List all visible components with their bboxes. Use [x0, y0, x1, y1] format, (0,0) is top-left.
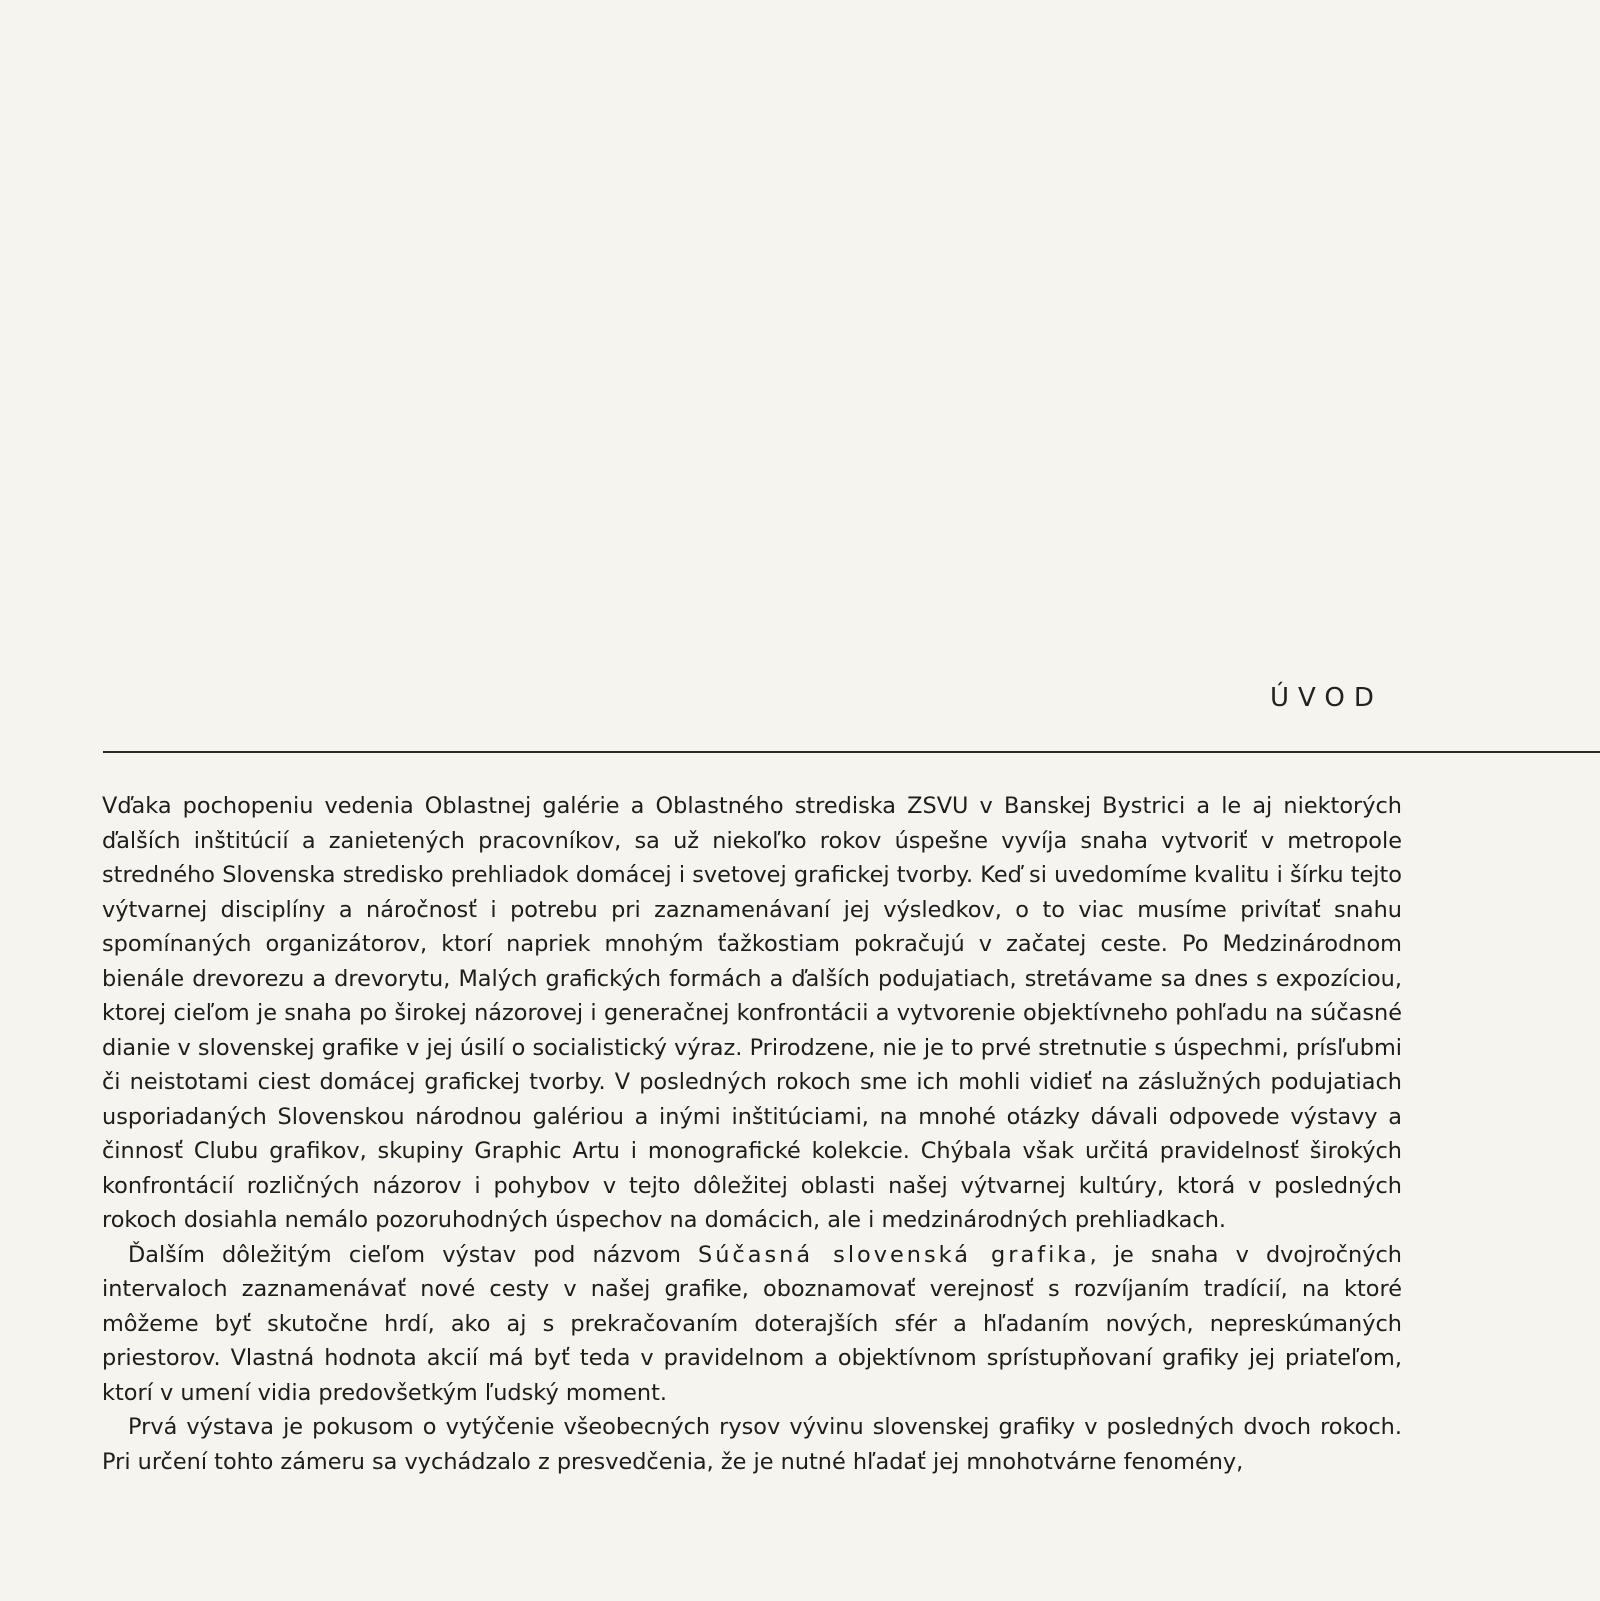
paragraph-1-text: Vďaka pochopeniu vedenia Oblastnej galérie a Oblastného strediska ZSVU v Banskej Bystrici a le aj niektorých ďalších inštitúcií a zanietených pracovníkov, sa už niekoľko rokov úspešne vyvíja snaha vytvoriť v metropole stredného Slovenska stredisko prehliadok domácej i svetovej grafickej tvorby. Keď si uvedomíme kvalitu i šírku tejto výtvarnej disciplíny a náročnosť i potrebu pri zaznamenávaní jej výsledkov, o to viac musíme privítať snahu spomínaných organizátorov, ktorí napriek mnohým ťažkostiam pokračujú v začatej ceste. Po Medzinárodnom bienále drevorezu a drevorytu, Malých grafických formách a ďalších podujatiach, stretávame sa dnes s expozíciou, ktorej cieľom je snaha po širokej názorovej i generačnej konfrontácii a vytvorenie objektívneho pohľadu na súčasné dianie v slovenskej grafike v jej úsilí o socialistický výraz. Prirodzene, nie je to prvé stretnutie s úspechmi, prísľubmi či neistotami ciest domácej grafickej tvorby. V posledných rokoch sme ich mohli vidieť na záslužných podujatiach usporiadaných Slovenskou národnou galériou a inými inštitúciami, na mnohé otázky dávali odpovede výstavy a činnosť Clubu grafikov, skupiny Graphic Artu i monografické kolekcie. Chýbala však určitá pravidelnosť širokých konfrontácií rozličných názorov i pohybov v tejto dôležitej oblasti našej výtvarnej kultúry, ktorá v posledných rokoch dosiahla nemálo pozoruhodných úspechov na domácich, ale i medzinárodných prehliadkach. [102, 793, 1402, 1233]
section-heading: ÚVOD [1270, 683, 1383, 713]
paragraph-3-text: Prvá výstava je pokusom o vytýčenie všeobecných rysov vývinu slovenskej grafiky v posledných dvoch rokoch. Pri určení tohto zámeru sa vychádzalo z presvedčenia, že je nutné hľadať jej mnohotvárne fenomény, [102, 1414, 1402, 1475]
exhibition-title: Súčasná slovenská grafika [698, 1241, 1090, 1268]
paragraph-2-text-end: , je snaha v dvojročných intervaloch zaznamenávať nové cesty v našej grafike, oboznamovať verejnosť s rozvíjaním tradícií, na ktoré môžeme byť skutočne hrdí, ako aj s prekračovaním doterajších sfér a hľadaním nových, nepreskúmaných priestorov. Vlastná hodnota akcií má byť teda v pravidelnom a objektívnom sprístupňovaní grafiky jej priateľom, ktorí v umení vidia predovšetkým ľudský moment. [102, 1241, 1402, 1406]
paragraph-2 [102, 1238, 1402, 1411]
body-text [102, 789, 1402, 1479]
paragraph-3 [102, 1410, 1402, 1479]
paragraph-2-text-start: Ďalším dôležitým cieľom výstav pod názvom [128, 1241, 699, 1268]
heading-rule [103, 751, 1600, 753]
paragraph-1 [102, 789, 1402, 1238]
